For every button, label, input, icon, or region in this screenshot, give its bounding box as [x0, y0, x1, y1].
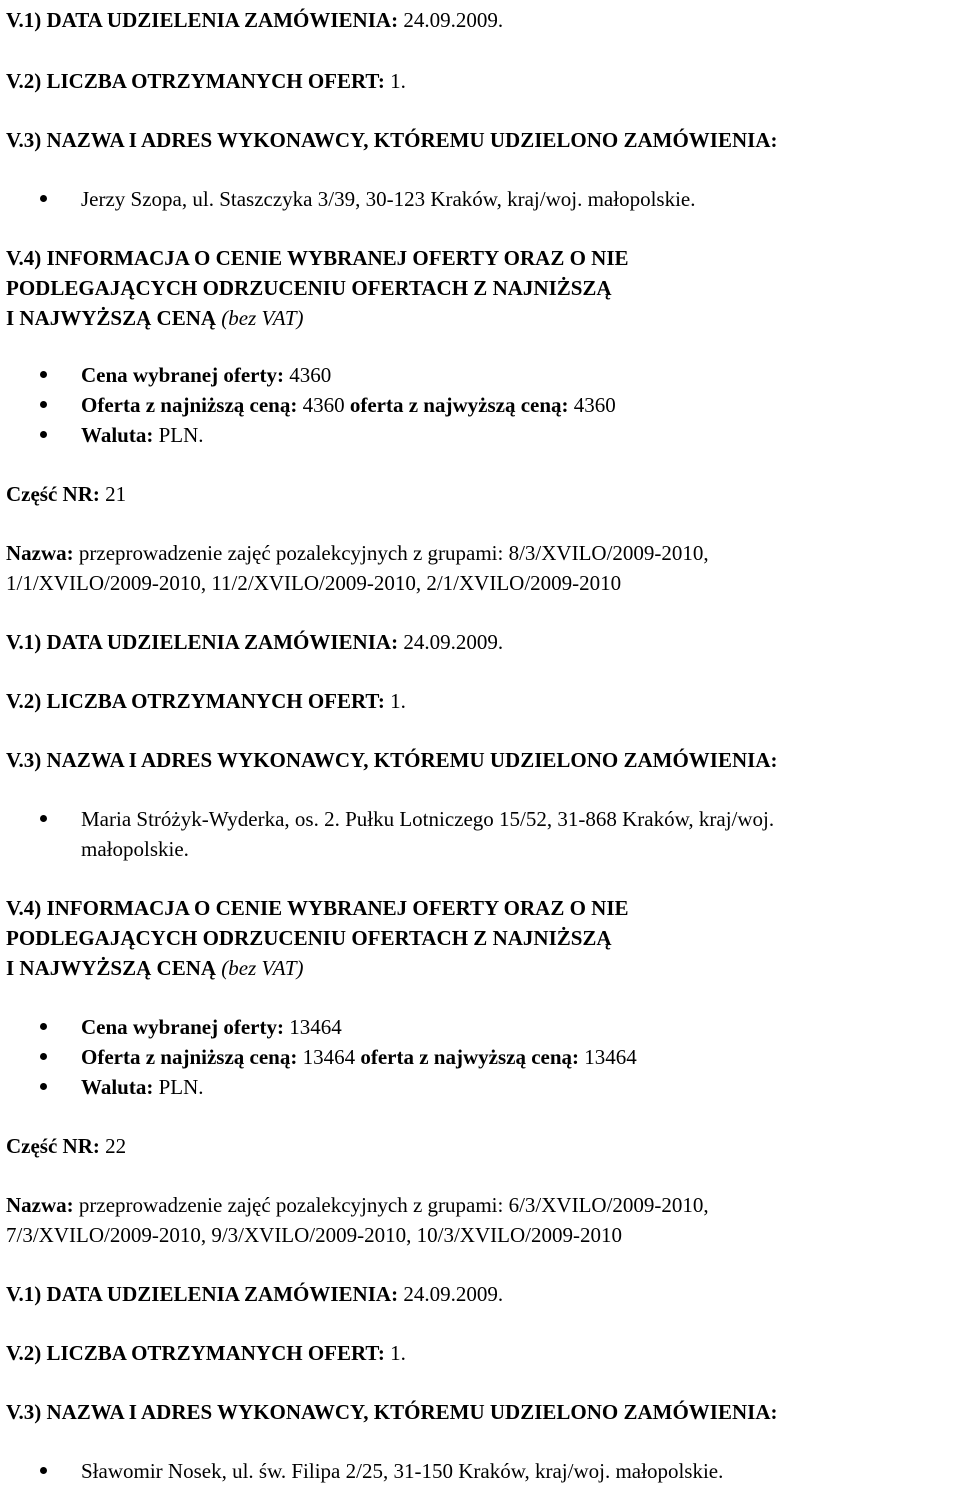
part-number: Część NR: 21 — [6, 482, 127, 506]
offers-count-line: V.2) LICZBA OTRZYMANYCH OFERT: 1. — [6, 69, 406, 93]
bullet-icon — [40, 815, 47, 822]
price-info-heading-line1: V.4) INFORMACJA O CENIE WYBRANEJ OFERTY ORAZ O NIE — [6, 896, 629, 920]
part-name-line2: 1/1/XVILO/2009-2010, 11/2/XVILO/2009-2010, 2/1/XVILO/2009-2010 — [6, 571, 622, 595]
part-name-line2: 7/3/XVILO/2009-2010, 9/3/XVILO/2009-2010, 10/3/XVILO/2009-2010 — [6, 1223, 622, 1247]
bullet-icon — [40, 431, 47, 438]
currency-line: Waluta: PLN. — [81, 1075, 204, 1099]
contractor-heading: V.3) NAZWA I ADRES WYKONAWCY, KTÓREMU UDZIELONO ZAMÓWIENIA: — [6, 128, 778, 152]
selected-offer-price: Cena wybranej oferty: 13464 — [81, 1015, 342, 1039]
contractor-heading: V.3) NAZWA I ADRES WYKONAWCY, KTÓREMU UDZIELONO ZAMÓWIENIA: — [6, 1400, 778, 1424]
price-info-heading-line2: PODLEGAJĄCYCH ODRZUCENIU OFERTACH Z NAJNIŻSZĄ — [6, 926, 612, 950]
contractor-address: Jerzy Szopa, ul. Staszczyka 3/39, 30-123 Kraków, kraj/woj. małopolskie. — [81, 187, 696, 211]
lowest-highest-offer: Oferta z najniższą ceną: 4360 oferta z najwyższą ceną: 4360 — [81, 393, 616, 417]
price-info-heading-line3: I NAJWYŻSZĄ CENĄ (bez VAT) — [6, 306, 304, 330]
lowest-highest-offer: Oferta z najniższą ceną: 13464 oferta z najwyższą ceną: 13464 — [81, 1045, 637, 1069]
contractor-address: Sławomir Nosek, ul. św. Filipa 2/25, 31-150 Kraków, kraj/woj. małopolskie. — [81, 1459, 724, 1483]
bullet-icon — [40, 1053, 47, 1060]
bullet-icon — [40, 1023, 47, 1030]
price-info-heading-line1: V.4) INFORMACJA O CENIE WYBRANEJ OFERTY ORAZ O NIE — [6, 246, 629, 270]
bullet-icon — [40, 371, 47, 378]
contractor-heading: V.3) NAZWA I ADRES WYKONAWCY, KTÓREMU UDZIELONO ZAMÓWIENIA: — [6, 748, 778, 772]
bullet-icon — [40, 401, 47, 408]
bullet-icon — [40, 195, 47, 202]
currency-line: Waluta: PLN. — [81, 423, 204, 447]
award-date-line: V.1) DATA UDZIELENIA ZAMÓWIENIA: 24.09.2009. — [6, 8, 504, 32]
contractor-address-line2: małopolskie. — [81, 837, 189, 861]
price-info-heading-line3: I NAJWYŻSZĄ CENĄ (bez VAT) — [6, 956, 304, 980]
award-date-line: V.1) DATA UDZIELENIA ZAMÓWIENIA: 24.09.2009. — [6, 630, 504, 654]
offers-count-line: V.2) LICZBA OTRZYMANYCH OFERT: 1. — [6, 689, 406, 713]
award-date-line: V.1) DATA UDZIELENIA ZAMÓWIENIA: 24.09.2009. — [6, 1282, 504, 1306]
bullet-icon — [40, 1467, 47, 1474]
part-name-line1: Nazwa: przeprowadzenie zajęć pozalekcyjnych z grupami: 6/3/XVILO/2009-2010, — [6, 1193, 709, 1217]
offers-count-line: V.2) LICZBA OTRZYMANYCH OFERT: 1. — [6, 1341, 406, 1365]
part-name-line1: Nazwa: przeprowadzenie zajęć pozalekcyjnych z grupami: 8/3/XVILO/2009-2010, — [6, 541, 709, 565]
selected-offer-price: Cena wybranej oferty: 4360 — [81, 363, 332, 387]
bullet-icon — [40, 1083, 47, 1090]
price-info-heading-line2: PODLEGAJĄCYCH ODRZUCENIU OFERTACH Z NAJNIŻSZĄ — [6, 276, 612, 300]
contractor-address-line1: Maria Stróżyk-Wyderka, os. 2. Pułku Lotniczego 15/52, 31-868 Kraków, kraj/woj. — [81, 807, 775, 831]
part-number: Część NR: 22 — [6, 1134, 127, 1158]
